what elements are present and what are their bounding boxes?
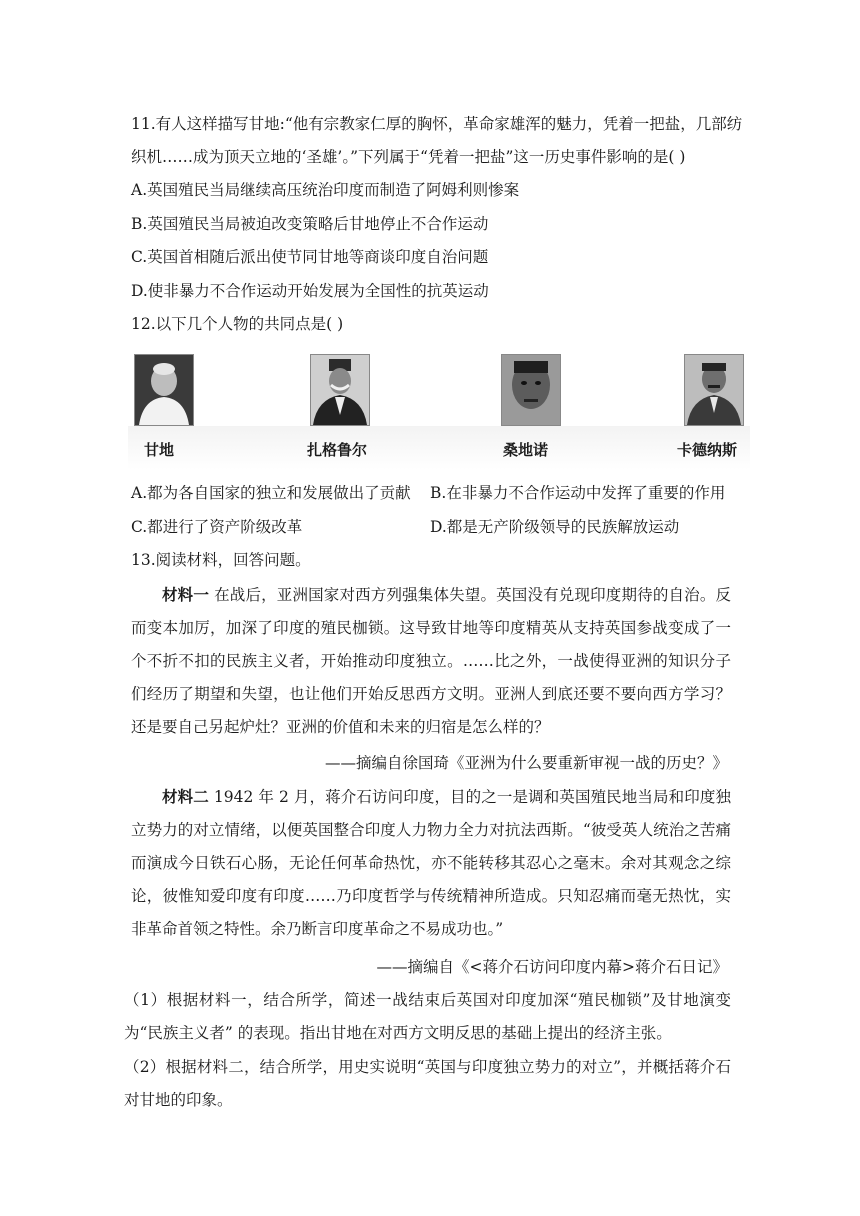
sub-question-2: （2）根据材料二，结合所学，用史实说明“英国与印度独立势力的对立”，并概括蒋介石对甘地的印象。 bbox=[124, 1058, 731, 1109]
q12-option-c: C.都进行了资产阶级改革 bbox=[131, 518, 303, 536]
q12-stem: 12.以下几个人物的共同点是( ) bbox=[131, 315, 344, 333]
material-1-source: ——摘编自徐国琦《亚洲为什么要重新审视一战的历史？》 bbox=[324, 754, 728, 772]
material-2 bbox=[131, 780, 731, 946]
q12-option-d: D.都是无产阶级领导的民族解放运动 bbox=[430, 518, 680, 536]
material-1-text: 在战后，亚洲国家对西方列强集体失望。英国没有兑现印度期待的自治。反而变本加厉，加深了印度的殖民枷锁。这导致甘地等印度精英从支持英国参战变成了一个不折不扣的民族主义者，开始推动印度独立。……比之外，一战使得亚洲的知识分子们经历了期望和失望，也让他们开始反思西方文明。亚洲人到底还要不要向西方学习？还是要自己另起炉灶？亚洲的价值和未来的归宿是怎么样的？ bbox=[131, 586, 731, 736]
q11-option-a: A.英国殖民当局继续高压统治印度而制造了阿姆利则惨案 bbox=[131, 181, 520, 199]
caption-sandino: 桑地诺 bbox=[503, 441, 549, 459]
q11-option-b: B.英国殖民当局被迫改变策略后甘地停止不合作运动 bbox=[131, 215, 489, 233]
material-1-label: 材料一 bbox=[162, 585, 210, 604]
q11-option-c: C.英国首相随后派出使节同甘地等商谈印度自治问题 bbox=[131, 248, 489, 266]
material-1 bbox=[131, 578, 731, 744]
caption-cardenas: 卡德纳斯 bbox=[677, 441, 738, 459]
material-2-label: 材料二 bbox=[162, 787, 209, 806]
q11-stem-line1: 11.有人这样描写甘地:“他有宗教家仁厚的胸怀，革命家雄浑的魅力，凭着一把盐，几部纺 bbox=[131, 115, 743, 133]
material-2-text: 1942 年 2 月，蒋介石访问印度，目的之一是调和英国殖民地当局和印度独立势力的对立情绪，以便英国整合印度人力物力全力对抗法西斯。“彼受英人统治之苦痛而演成今日铁石心肠，无论任何革命热忱，亦不能转移其忍心之毫末。余对其观念之综论，彼惟知爱印度有印度……乃印度哲学与传统精神所造成。只知忍痛而毫无热忱，实非革命首领之特性。余乃断言印度革命之不易成功也。” bbox=[131, 788, 731, 938]
caption-gandhi: 甘地 bbox=[144, 441, 175, 459]
figure-caption-strip bbox=[128, 426, 750, 470]
portrait-zaghlul-icon bbox=[310, 354, 370, 426]
caption-zaghlul: 扎格鲁尔 bbox=[307, 441, 368, 459]
q13-stem: 13.阅读材料，回答问题。 bbox=[131, 551, 311, 569]
material-2-source: ——摘编自《<蒋介石访问印度内幕>蒋介石日记》 bbox=[376, 958, 728, 976]
q12-option-a: A.都为各自国家的独立和发展做出了贡献 bbox=[131, 484, 411, 502]
q12-option-b: B.在非暴力不合作运动中发挥了重要的作用 bbox=[430, 484, 726, 502]
q11-option-d: D.使非暴力不合作运动开始发展为全国性的抗英运动 bbox=[131, 282, 489, 300]
portrait-gandhi-icon bbox=[134, 354, 194, 426]
portrait-sandino-icon bbox=[501, 354, 561, 426]
q11-stem-line2: 织机……成为顶天立地的‘圣雄’。”下列属于“凭着一把盐”这一历史事件影响的是( ) bbox=[131, 148, 686, 166]
sub-question-1: （1）根据材料一，结合所学，简述一战结束后英国对印度加深“殖民枷锁”及甘地演变为“民族主义者” 的表现。指出甘地在对西方文明反思的基础上提出的经济主张。 bbox=[124, 991, 731, 1042]
portrait-cardenas-icon bbox=[684, 354, 744, 426]
